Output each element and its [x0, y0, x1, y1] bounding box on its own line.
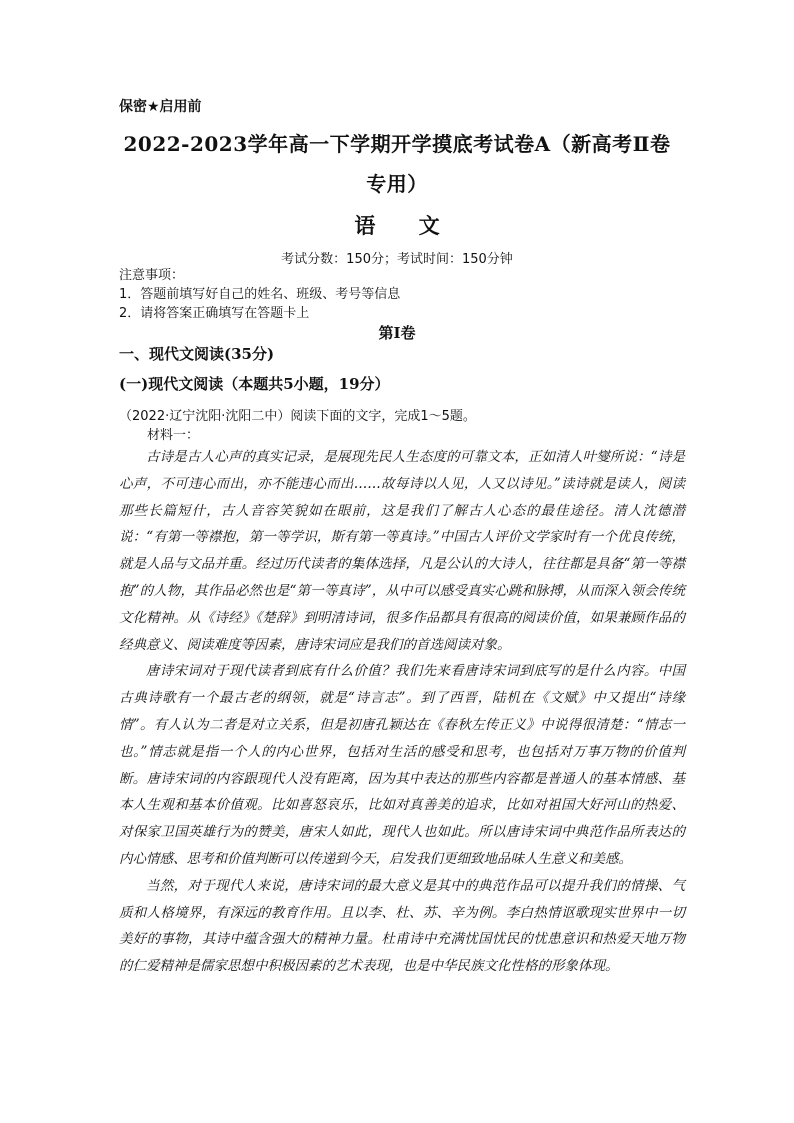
section-heading: 一、现代文阅读(35分) — [119, 345, 275, 363]
exam-title-line1: 2022-2023学年高一下学期开学摸底考试卷A（新高考Ⅱ卷 — [123, 132, 671, 156]
notes-heading: 注意事项： — [119, 268, 185, 283]
confidential-label: 保密★启用前 — [119, 99, 202, 115]
exam-title-line2: 专用） — [366, 172, 428, 196]
notes-item: 1．答题前填写好自己的姓名、班级、考号等信息 — [119, 287, 401, 302]
notes-block — [119, 266, 400, 323]
passage-paragraph: 古诗是古人心声的真实记录，是展现先民人生态度的可靠文本，正如清人叶燮所说：“诗是心声，不可违心而出，亦不能违心而出……故每诗以人见，人又以诗见。”读诗就是读人，阅读那些长篇短什，古人音容笑貌如在眼前，这是我们了解古人心态的最佳途径。清人沈德潜说：“有第一等襟抱，第一等学识，斯有第一等真诗。”中国古人评价文学家时有一个优良传统，就是人品与文品并重。经过历代读者的集体选择，凡是公认的大诗人，往往都是具备“第一等襟抱”的人物，其作品必然也是“第一等真诗”，从中可以感受真实心跳和脉搏，从而深入领会传统文化精神。从《诗经》《楚辞》到明清诗词，很多作品都具有很高的阅读价值，如果兼顾作品的经典意义、阅读难度等因素，唐诗宋词应是我们的首选阅读对象。 — [119, 449, 685, 653]
passage-paragraph: 当然，对于现代人来说，唐诗宋词的最大意义是其中的典范作品可以提升我们的情操、气质和人格境界，有深远的教育作用。且以李、杜、苏、辛为例。李白热情讴歌现实世界中一切美好的事物，其诗中蕴含强大的精神力量。杜甫诗中充满忧国忧民的忧患意识和热爱天地万物的仁爱精神是儒家思想中积极因素的艺术表现，也是中华民族文化性格的形象体现。 — [119, 877, 685, 975]
material-label: 材料一： — [147, 428, 200, 443]
reading-passage — [119, 444, 685, 980]
exam-meta: 考试分数：150分；考试时间：150分钟 — [281, 252, 513, 267]
subsection-heading: (一)现代文阅读（本题共5小题，19分） — [119, 375, 390, 393]
notes-item: 2．请将答案正确填写在答题卡上 — [119, 306, 310, 321]
passage-paragraph: 唐诗宋词对于现代读者到底有什么价值？我们先来看唐诗宋词到底写的是什么内容。中国古典诗歌有一个最古老的纲领，就是“诗言志”。到了西晋，陆机在《文赋》中又提出“诗缘情”。有人认为二者是对立关系，但是初唐孔颖达在《春秋左传正义》中说得很清楚：“情志一也。”情志就是指一个人的内心世界，包括对生活的感受和思考，也包括对万事万物的价值判断。唐诗宋词的内容跟现代人没有距离，因为其中表达的那些内容都是普通人的基本情感、基本人生观和基本价值观。比如喜怒哀乐，比如对真善美的追求，比如对祖国大好河山的热爱、对保家卫国英雄行为的赞美，唐宋人如此，现代人也如此。所以唐诗宋词中典范作品所表达的内心情感、思考和价值判断可以传递到今天，启发我们更细致地品味人生意义和美感。 — [119, 663, 685, 867]
subject-title: 语 文 — [354, 213, 458, 238]
reading-instruction: （2022·辽宁沈阳·沈阳二中）阅读下面的文字，完成1～5题。 — [119, 409, 476, 424]
volume-heading: 第Ⅰ卷 — [378, 324, 416, 342]
